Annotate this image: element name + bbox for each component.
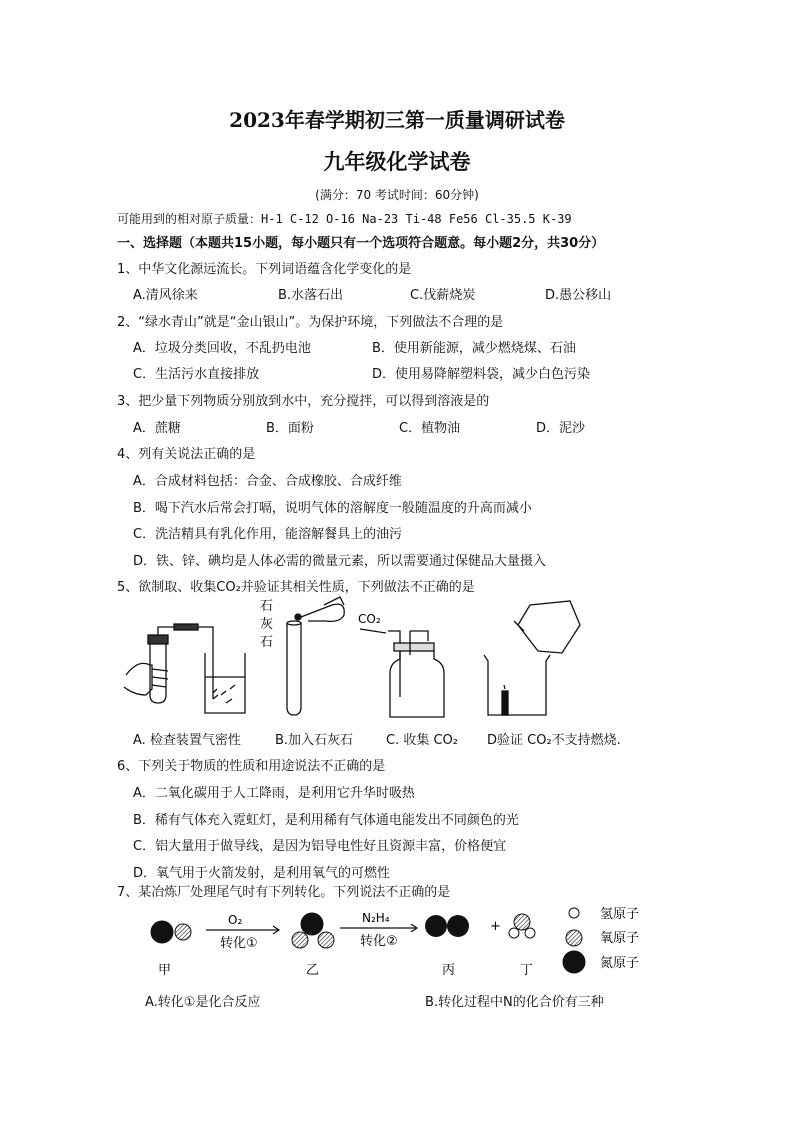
question-stem: 1、中华文化源远流长。下列词语蕴含化学变化的是 bbox=[117, 262, 412, 277]
question-stem: 3、把少量下列物质分别放到水中，充分搅拌，可以得到溶液是的 bbox=[117, 394, 490, 409]
legend-hydrogen-icon bbox=[569, 908, 579, 918]
option: D．铁、锌、碘均是人体必需的微量元素，所以需要通过保健品大量摄入 bbox=[133, 554, 547, 569]
option: C. 收集 CO₂ bbox=[386, 733, 458, 748]
molecule-yi bbox=[292, 913, 334, 948]
option: B．喝下汽水后常会打嗝，说明气体的溶解度一般随温度的升高而减小 bbox=[133, 501, 532, 516]
legend-label: 氮原子 bbox=[600, 956, 640, 971]
option: A．蔗糖 bbox=[133, 421, 181, 436]
option: A．合成材料包括：合金、合成橡胶、合成纤维 bbox=[133, 474, 402, 489]
arrow1-label-top: O₂ bbox=[228, 913, 243, 927]
molecule-name: 丙 bbox=[442, 963, 456, 978]
option: B.转化过程中N的化合价有三种 bbox=[425, 995, 604, 1010]
arrow2-label-top: N₂H₄ bbox=[362, 911, 390, 925]
option: A.清风徐来 bbox=[133, 288, 198, 303]
limestone-char: 灰 bbox=[260, 617, 274, 632]
question-stem: 2、“绿水青山”就是“金山银山”。为保护环境，下列做法不合理的是 bbox=[117, 315, 504, 330]
molecule-ding bbox=[509, 914, 535, 938]
co2-label: CO₂ bbox=[358, 612, 381, 626]
question-stem: 6、下列关于物质的性质和用途说法不正确的是 bbox=[117, 759, 386, 774]
option: C.伐薪烧炭 bbox=[410, 288, 476, 303]
option: C．洗洁精具有乳化作用，能溶解餐具上的油污 bbox=[133, 527, 403, 542]
option: A．垃圾分类回收，不乱扔电池 bbox=[133, 341, 311, 356]
molecule-name: 乙 bbox=[306, 963, 320, 978]
airtightness-apparatus bbox=[124, 624, 245, 713]
molecule-name: 甲 bbox=[158, 963, 172, 978]
page-subtitle: 九年级化学试卷 bbox=[323, 149, 471, 174]
option: A. 检查装置气密性 bbox=[133, 733, 241, 748]
option: D．使用易降解塑料袋，减少白色污染 bbox=[372, 367, 591, 382]
atomic-masses: 可能用到的相对原子质量：H-1 C-12 O-16 Na-23 Ti-48 Fe56 Cl-35.5 K-39 bbox=[117, 212, 572, 226]
option: A.转化①是化合反应 bbox=[145, 995, 261, 1010]
limestone-char: 石 bbox=[260, 635, 274, 650]
exam-meta: (满分：70 考试时间：60分钟) bbox=[315, 188, 479, 202]
legend-label: 氢原子 bbox=[600, 907, 640, 922]
figure-co2-apparatus bbox=[110, 595, 670, 725]
option: C．植物油 bbox=[399, 421, 461, 436]
test-tube-limestone bbox=[287, 597, 344, 715]
option: D.愚公移山 bbox=[545, 288, 612, 303]
option: B.加入石灰石 bbox=[275, 733, 354, 748]
option: C．生活污水直接排放 bbox=[133, 367, 260, 382]
arrow2-label-bottom: 转化② bbox=[360, 934, 398, 949]
legend bbox=[563, 908, 585, 973]
question-stem: 4、列有关说法正确的是 bbox=[117, 447, 256, 462]
molecule-name: 丁 bbox=[520, 963, 534, 978]
legend-nitrogen-icon bbox=[563, 951, 585, 973]
option: D．泥沙 bbox=[536, 421, 586, 436]
gas-collection-bottle bbox=[360, 629, 444, 717]
option: D验证 CO₂不支持燃烧. bbox=[487, 733, 621, 748]
page-title: 2023年春学期初三第一质量调研试卷 bbox=[229, 108, 565, 132]
legend-oxygen-icon bbox=[566, 930, 582, 946]
arrow-conversion-2 bbox=[340, 924, 417, 932]
question-stem: 5、欲制取、收集CO₂并验证其相关性质，下列做法不正确的是 bbox=[117, 580, 475, 595]
legend-label: 氧原子 bbox=[600, 931, 640, 946]
option: B.水落石出 bbox=[278, 288, 344, 303]
arrow-conversion-1 bbox=[206, 926, 279, 934]
molecule-bing bbox=[425, 915, 469, 937]
limestone-char: 石 bbox=[260, 599, 274, 614]
option: B．面粉 bbox=[266, 421, 314, 436]
option: C．铝大量用于做导线，是因为铝导电性好且资源丰富，价格便宜 bbox=[133, 839, 507, 854]
option: A．二氧化碳用于人工降雨，是利用它升华时吸热 bbox=[133, 786, 415, 801]
arrow1-label-bottom: 转化① bbox=[220, 936, 258, 951]
option: B．使用新能源，减少燃烧煤、石油 bbox=[372, 341, 576, 356]
option: D．氧气用于火箭发射，是利用氧气的可燃性 bbox=[133, 866, 391, 881]
section-heading: 一、选择题（本题共15小题，每小题只有一个选项符合题意。每小题2分，共30分） bbox=[117, 236, 605, 251]
plus-sign: + bbox=[490, 919, 501, 934]
figure-molecule-conversion bbox=[140, 900, 680, 985]
question-stem: 7、某冶炼厂处理尾气时有下列转化。下列说法不正确的是 bbox=[117, 885, 451, 900]
beaker-candle bbox=[484, 601, 580, 715]
molecule-jia bbox=[151, 921, 191, 943]
option: B．稀有气体充入霓虹灯，是利用稀有气体通电能发出不同颜色的光 bbox=[133, 813, 519, 828]
